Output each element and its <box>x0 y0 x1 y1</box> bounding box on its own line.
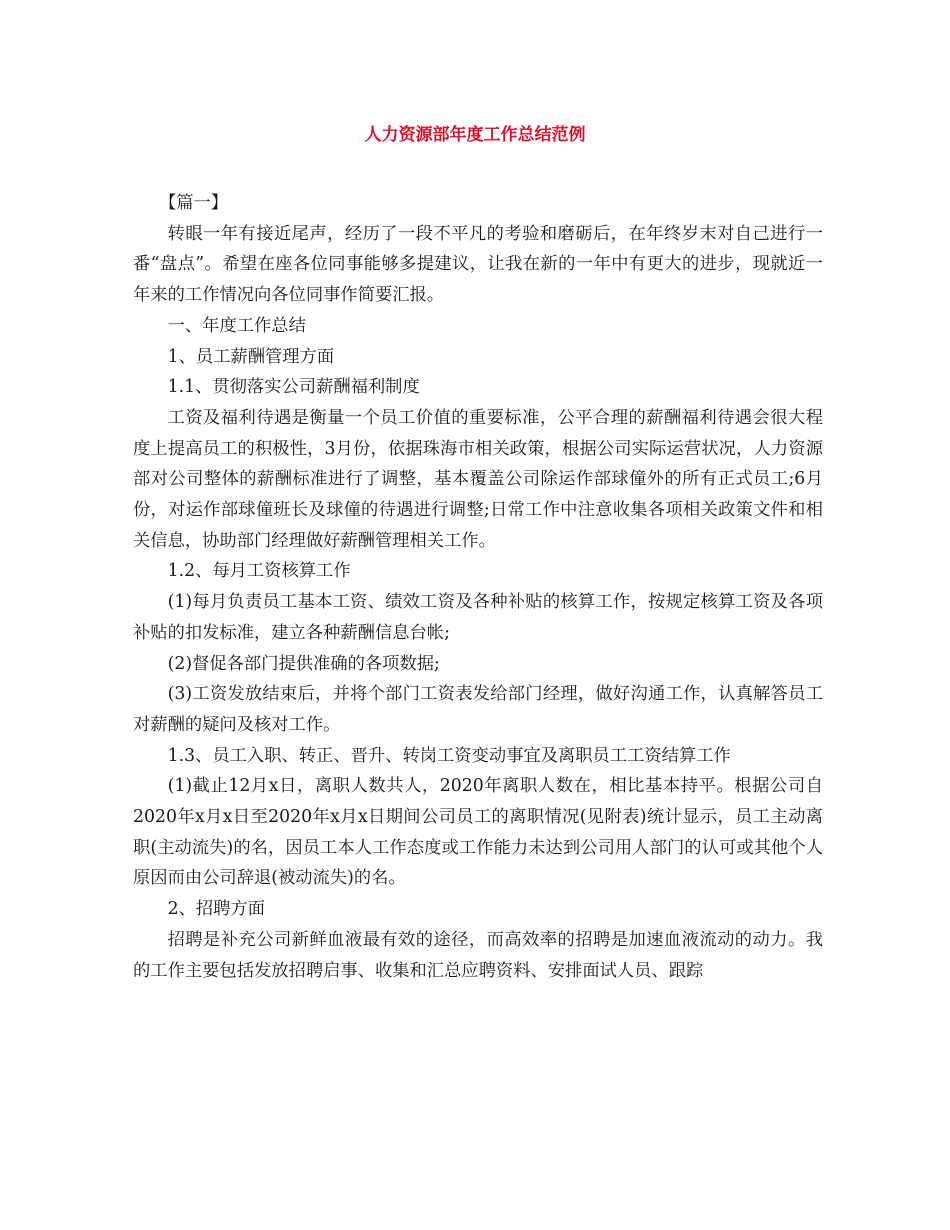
section-heading-part-one: 【篇一】 <box>158 193 229 213</box>
list-item-turnover: (1)截止12月x日，离职人数共人，2020年离职人数在，相比基本持平。根据公司自2020年x月x日至2020年x月x日期间公司员工的离职情况(见附表)统计显示，员工主动离职(主动流失)的名，因员工本人工作态度或工作能力未达到公司用人部门的认可或其他个人原因而由公司辞退(被动流失)的名。 <box>133 776 823 889</box>
heading-salary-management: 1、员工薪酬管理方面 <box>167 346 335 367</box>
paragraph-salary-policy: 工资及福利待遇是衡量一个员工价值的重要标准，公平合理的薪酬福利待遇会很大程度上提高员工的积极性，3月份，依据珠海市相关政策，根据公司实际运营状况，人力资源部对公司整体的薪酬标准进行了调整，基本覆盖公司除运作部球僮外的所有正式员工;6月份，对运作部球僮班长及球僮的待遇进行调整;日常工作中注意收集各项相关政策文件和相关信息，协助部门经理做好薪酬管理相关工作。 <box>133 407 823 551</box>
heading-salary-policy: 1.1、贯彻落实公司薪酬福利制度 <box>167 377 420 398</box>
paragraph-recruitment: 招聘是补充公司新鲜血液最有效的途径，而高效率的招聘是加速血液流动的动力。我的工作主要包括发放招聘启事、收集和汇总应聘资料、安排面试人员、跟踪 <box>133 929 823 981</box>
paragraph-intro: 转眼一年有接近尾声，经历了一段不平凡的考验和磨砺后，在年终岁末对自己进行一番“盘点”。希望在座各位同事能够多提建议，让我在新的一年中有更大的进步，现就近一年来的工作情况向各位同事作简要汇报。 <box>133 223 823 306</box>
heading-recruitment: 2、招聘方面 <box>167 899 265 920</box>
list-item-payroll-3: (3)工资发放结束后，并将个部门工资表发给部门经理，做好沟通工作，认真解答员工对薪酬的疑问及核对工作。 <box>133 684 823 735</box>
heading-monthly-payroll: 1.2、每月工资核算工作 <box>167 561 351 582</box>
list-item-payroll-1: (1)每月负责员工基本工资、绩效工资及各种补贴的核算工作，按规定核算工资及各项补贴的扣发标准，建立各种薪酬信息台帐; <box>133 592 823 643</box>
list-item-payroll-2: (2)督促各部门提供准确的各项数据; <box>167 653 440 674</box>
heading-staff-changes: 1.3、员工入职、转正、晋升、转岗工资变动事宜及离职员工工资结算工作 <box>167 745 731 766</box>
heading-annual-summary: 一、年度工作总结 <box>167 315 306 336</box>
document-title: 人力资源部年度工作总结范例 <box>364 125 586 145</box>
document-body <box>133 188 823 986</box>
